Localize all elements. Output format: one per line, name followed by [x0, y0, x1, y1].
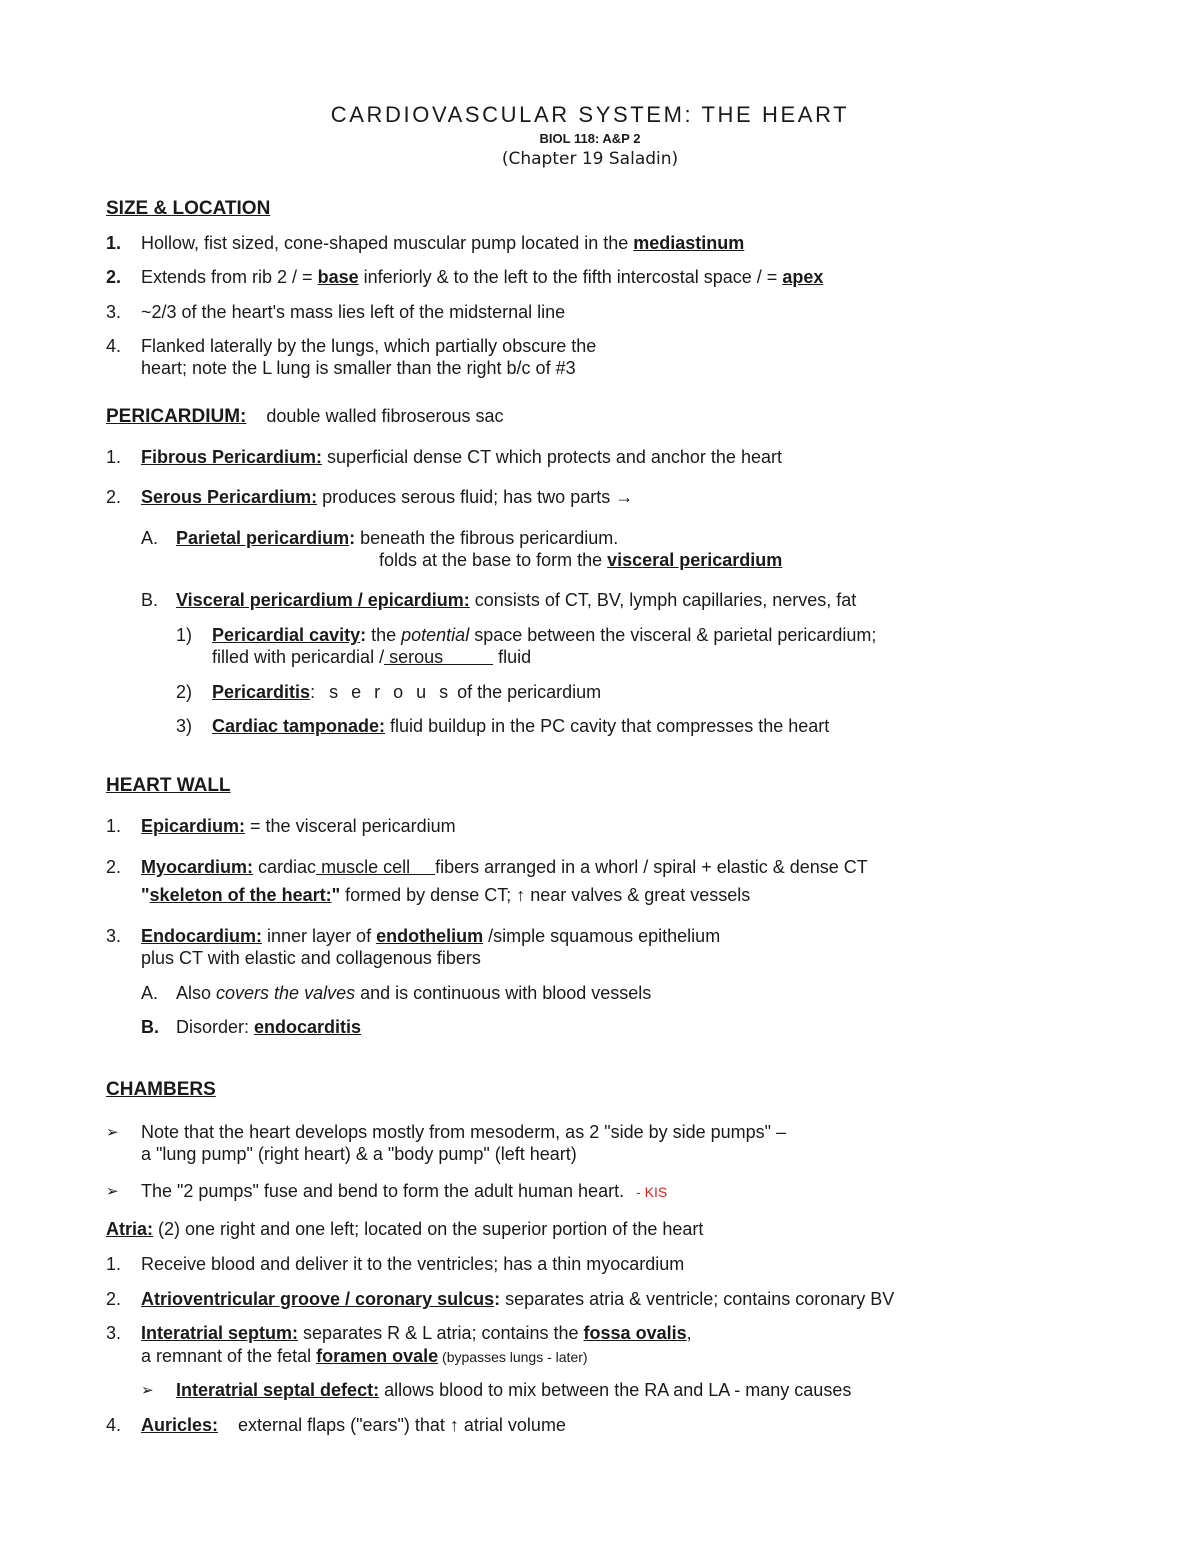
arrow-bullet-icon: ➢: [106, 1182, 119, 1200]
list-number: 2.: [106, 487, 122, 507]
list-item: Hollow, fist sized, cone-shaped muscular pump located in the mediastinum: [141, 233, 745, 253]
section-heading-chambers: CHAMBERS: [106, 1079, 216, 1100]
list-item-continuation: "skeleton of the heart:" formed by dense CT; ↑ near valves & great vessels: [141, 885, 751, 905]
list-subnumber: 2): [176, 682, 193, 702]
list-item: Receive blood and deliver it to the ventricles; has a thin myocardium: [141, 1254, 685, 1274]
list-item: Extends from rib 2 / = base inferiorly & to the left to the fifth intercostal space / = apex: [141, 267, 824, 287]
list-item: Fibrous Pericardium: superficial dense CT which protects and anchor the heart: [141, 447, 782, 467]
term-foramen-ovale: foramen ovale: [316, 1346, 439, 1366]
term-pericarditis: Pericarditis: [212, 682, 311, 702]
term-apex: apex: [782, 267, 824, 287]
list-number: 2.: [106, 857, 122, 877]
list-item-continuation: a remnant of the fetal foramen ovale (bypasses lungs - later): [141, 1346, 588, 1366]
list-item: Pericarditis: s e r o u s of the pericardium: [212, 682, 602, 702]
fill-in-blank: serous: [384, 647, 494, 667]
list-number: 1.: [106, 1254, 122, 1274]
list-item: Disorder: endocarditis: [176, 1017, 362, 1037]
list-subnumber: 3): [176, 716, 193, 736]
term-cardiac-tamponade: Cardiac tamponade:: [212, 716, 386, 736]
term-av-groove: Atrioventricular groove / coronary sulcus: [141, 1289, 495, 1309]
fill-in-blank: muscle cell: [316, 857, 436, 877]
list-number: 3.: [106, 926, 122, 946]
subsection-atria: Atria: (2) one right and one left; located on the superior portion of the heart: [106, 1219, 704, 1239]
term-visceral-epicardium: Visceral pericardium / epicardium:: [176, 590, 470, 610]
bullet-item: Interatrial septal defect: allows blood to mix between the RA and LA - many causes: [176, 1380, 852, 1400]
term-endothelium: endothelium: [376, 926, 484, 946]
list-item: Pericardial cavity: the potential space between the visceral & parietal pericardium;: [212, 625, 877, 645]
term-serous-pericardium: Serous Pericardium:: [141, 487, 318, 507]
list-item: Atrioventricular groove / coronary sulcus: separates atria & ventricle; contains coronary BV: [141, 1289, 895, 1309]
term-fibrous-pericardium: Fibrous Pericardium:: [141, 447, 323, 467]
list-item-continuation: plus CT with elastic and collagenous fibers: [141, 948, 481, 968]
list-item: Also covers the valves and is continuous with blood vessels: [176, 983, 652, 1003]
term-auricles: Auricles:: [141, 1415, 219, 1435]
term-base: base: [317, 267, 359, 287]
list-number: 3.: [106, 302, 122, 322]
fill-in-blank: s e r o u s: [329, 682, 453, 702]
course-code: BIOL 118: A&P 2: [539, 131, 641, 146]
document-title: CARDIOVASCULAR SYSTEM: THE HEART: [330, 102, 850, 127]
list-item-continuation: heart; note the L lung is smaller than the right b/c of #3: [141, 358, 576, 378]
section-heading-pericardium: PERICARDIUM: double walled fibroserous sac: [106, 406, 504, 427]
list-number: 3.: [106, 1323, 122, 1343]
list-subnumber: 1): [176, 625, 193, 645]
term-epicardium: Epicardium:: [141, 816, 246, 836]
section-heading-heart-wall: HEART WALL: [106, 775, 231, 796]
list-item: Cardiac tamponade: fluid buildup in the PC cavity that compresses the heart: [212, 716, 830, 736]
list-number: 1.: [106, 233, 122, 253]
term-skeleton-of-heart: skeleton of the heart:: [149, 885, 332, 905]
list-item: ~2/3 of the heart's mass lies left of the midsternal line: [141, 302, 566, 322]
arrow-bullet-icon: ➢: [106, 1123, 119, 1141]
list-item: Myocardium: cardiac muscle cell fibers arranged in a whorl / spiral + elastic & dense CT: [141, 857, 868, 877]
term-atria: Atria:: [106, 1219, 154, 1239]
term-mediastinum: mediastinum: [633, 233, 745, 253]
term-pericardial-cavity: Pericardial cavity: [212, 625, 361, 645]
bullet-item: Note that the heart develops mostly from mesoderm, as 2 "side by side pumps" –: [141, 1122, 787, 1142]
list-number: 4.: [106, 336, 122, 356]
list-item: Auricles: external flaps ("ears") that ↑ atrial volume: [141, 1415, 566, 1435]
arrow-bullet-icon: ➢: [141, 1381, 154, 1399]
list-item: Flanked laterally by the lungs, which partially obscure the: [141, 336, 597, 356]
term-fossa-ovalis: fossa ovalis: [583, 1323, 687, 1343]
term-endocardium: Endocardium:: [141, 926, 263, 946]
list-item-continuation: filled with pericardial / serous fluid: [212, 647, 532, 667]
list-item: Epicardium: = the visceral pericardium: [141, 816, 456, 836]
list-number: 2.: [106, 267, 122, 287]
list-number: 1.: [106, 816, 122, 836]
list-item: Interatrial septum: separates R & L atria; contains the fossa ovalis,: [141, 1323, 692, 1343]
section-heading-size-location: SIZE & LOCATION: [106, 198, 271, 219]
list-number: 4.: [106, 1415, 122, 1435]
list-letter: A.: [141, 528, 159, 548]
term-parietal-pericardium: Parietal pericardium: [176, 528, 350, 548]
list-item: Parietal pericardium: beneath the fibrous pericardium.: [176, 528, 619, 548]
list-item: Serous Pericardium: produces serous fluid; has two parts →: [141, 487, 634, 507]
bullet-item-continuation: a "lung pump" (right heart) & a "body pump" (left heart): [141, 1144, 577, 1164]
term-interatrial-septum: Interatrial septum:: [141, 1323, 299, 1343]
list-number: 2.: [106, 1289, 122, 1309]
chapter-reference: (Chapter 19 Saladin): [501, 149, 679, 169]
list-letter: A.: [141, 983, 159, 1003]
list-letter: B.: [141, 1017, 159, 1037]
list-number: 1.: [106, 447, 122, 467]
list-item-continuation: folds at the base to form the visceral pericardium: [379, 550, 783, 570]
term-visceral-pericardium: visceral pericardium: [607, 550, 783, 570]
bullet-item: The "2 pumps" fuse and bend to form the adult human heart. - KIS: [141, 1181, 668, 1201]
pericardium-description: double walled fibroserous sac: [266, 406, 504, 426]
term-septal-defect: Interatrial septal defect:: [176, 1380, 380, 1400]
annotation-note: - KIS: [636, 1184, 668, 1200]
term-endocarditis: endocarditis: [254, 1017, 362, 1037]
list-letter: B.: [141, 590, 159, 610]
list-item: Endocardium: inner layer of endothelium /simple squamous epithelium: [141, 926, 721, 946]
list-item: Visceral pericardium / epicardium: consists of CT, BV, lymph capillaries, nerves, fat: [176, 590, 857, 610]
term-myocardium: Myocardium:: [141, 857, 254, 877]
